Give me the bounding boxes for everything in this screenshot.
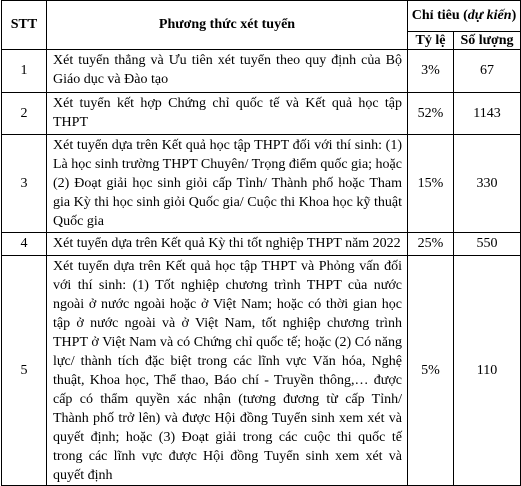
row-stt: 1 bbox=[2, 50, 47, 93]
row-rate: 5% bbox=[408, 256, 454, 486]
stt-header: STT bbox=[2, 1, 47, 50]
table-row bbox=[2, 135, 521, 233]
row-count: 67 bbox=[454, 50, 521, 93]
row-description-text: Xét tuyển kết hợp Chứng chỉ quốc tế và Kết quả học tập THPT bbox=[53, 96, 402, 130]
row-description-text: Xét tuyển dựa trên Kết quả Kỳ thi tốt nghiệp THPT năm 2022 bbox=[53, 236, 401, 251]
row-count: 110 bbox=[454, 256, 521, 486]
row-description bbox=[47, 256, 408, 486]
table-row bbox=[2, 50, 521, 93]
row-stt: 5 bbox=[2, 256, 47, 486]
row-count: 550 bbox=[454, 233, 521, 256]
row-rate: 25% bbox=[408, 233, 454, 256]
row-stt: 4 bbox=[2, 233, 47, 256]
quota-header-italic: dự kiến bbox=[467, 8, 512, 23]
quota-header bbox=[408, 1, 521, 32]
row-rate: 3% bbox=[408, 50, 454, 93]
row-stt: 2 bbox=[2, 93, 47, 135]
row-stt: 3 bbox=[2, 135, 47, 233]
row-description bbox=[47, 50, 408, 93]
row-rate: 52% bbox=[408, 93, 454, 135]
row-count: 1143 bbox=[454, 93, 521, 135]
row-description bbox=[47, 135, 408, 233]
row-rate: 15% bbox=[408, 135, 454, 233]
quota-header-prefix: Chỉ tiêu ( bbox=[411, 8, 468, 23]
method-header: Phương thức xét tuyển bbox=[47, 1, 408, 50]
table-row bbox=[2, 233, 521, 256]
quota-header-suffix: ) bbox=[511, 8, 517, 23]
table-row bbox=[2, 256, 521, 486]
row-description bbox=[47, 93, 408, 135]
count-header: Số lượng bbox=[454, 32, 521, 50]
header-row bbox=[2, 1, 521, 32]
row-description-text: Xét tuyển dựa trên Kết quả học tập THPT đối với thí sinh: (1) Là học sinh trường THPT Chuyên/ Trọng điểm quốc gia; hoặc (2) Đoạt giải học sinh giỏi cấp Tỉnh/ Thành phố hoặc Tham gia Kỳ thi học sinh giỏi Quốc gia/ Cuộc thi Khoa học kỹ thuật Quốc gia bbox=[53, 138, 402, 229]
row-count: 330 bbox=[454, 135, 521, 233]
table-row bbox=[2, 93, 521, 135]
admission-methods-table bbox=[1, 0, 521, 486]
rate-header: Tỷ lệ bbox=[408, 32, 454, 50]
row-description-text: Xét tuyển dựa trên Kết quả học tập THPT và Phỏng vấn đối với thí sinh: (1) Tốt nghiệp chương trình THPT của nước ngoài ở nước ngoài hoặc ở Việt Nam; hoặc có thời gian học tập ở nước ngoài và ở Việt Nam, tốt nghiệp chương trình THPT ở Việt Nam và có Chứng chỉ quốc tế; hoặc (2) Có năng lực/ thành tích đặc biệt trong các lĩnh vực Văn hóa, Nghệ thuật, Khoa học, Thể thao, Báo chí - Truyền thông,… được cấp có thẩm quyền xác nhận (tương đương từ cấp Tỉnh/ Thành phố trở lên) và được Hội đồng Tuyển sinh xem xét và quyết định; hoặc (3) Đoạt giải trong các cuộc thi quốc tế trong các lĩnh vực được Hội đồng Tuyển sinh xem xét và quyết định bbox=[53, 259, 402, 483]
row-description-text: Xét tuyển thẳng và Ưu tiên xét tuyển theo quy định của Bộ Giáo dục và Đào tạo bbox=[53, 53, 402, 87]
row-description bbox=[47, 233, 408, 256]
